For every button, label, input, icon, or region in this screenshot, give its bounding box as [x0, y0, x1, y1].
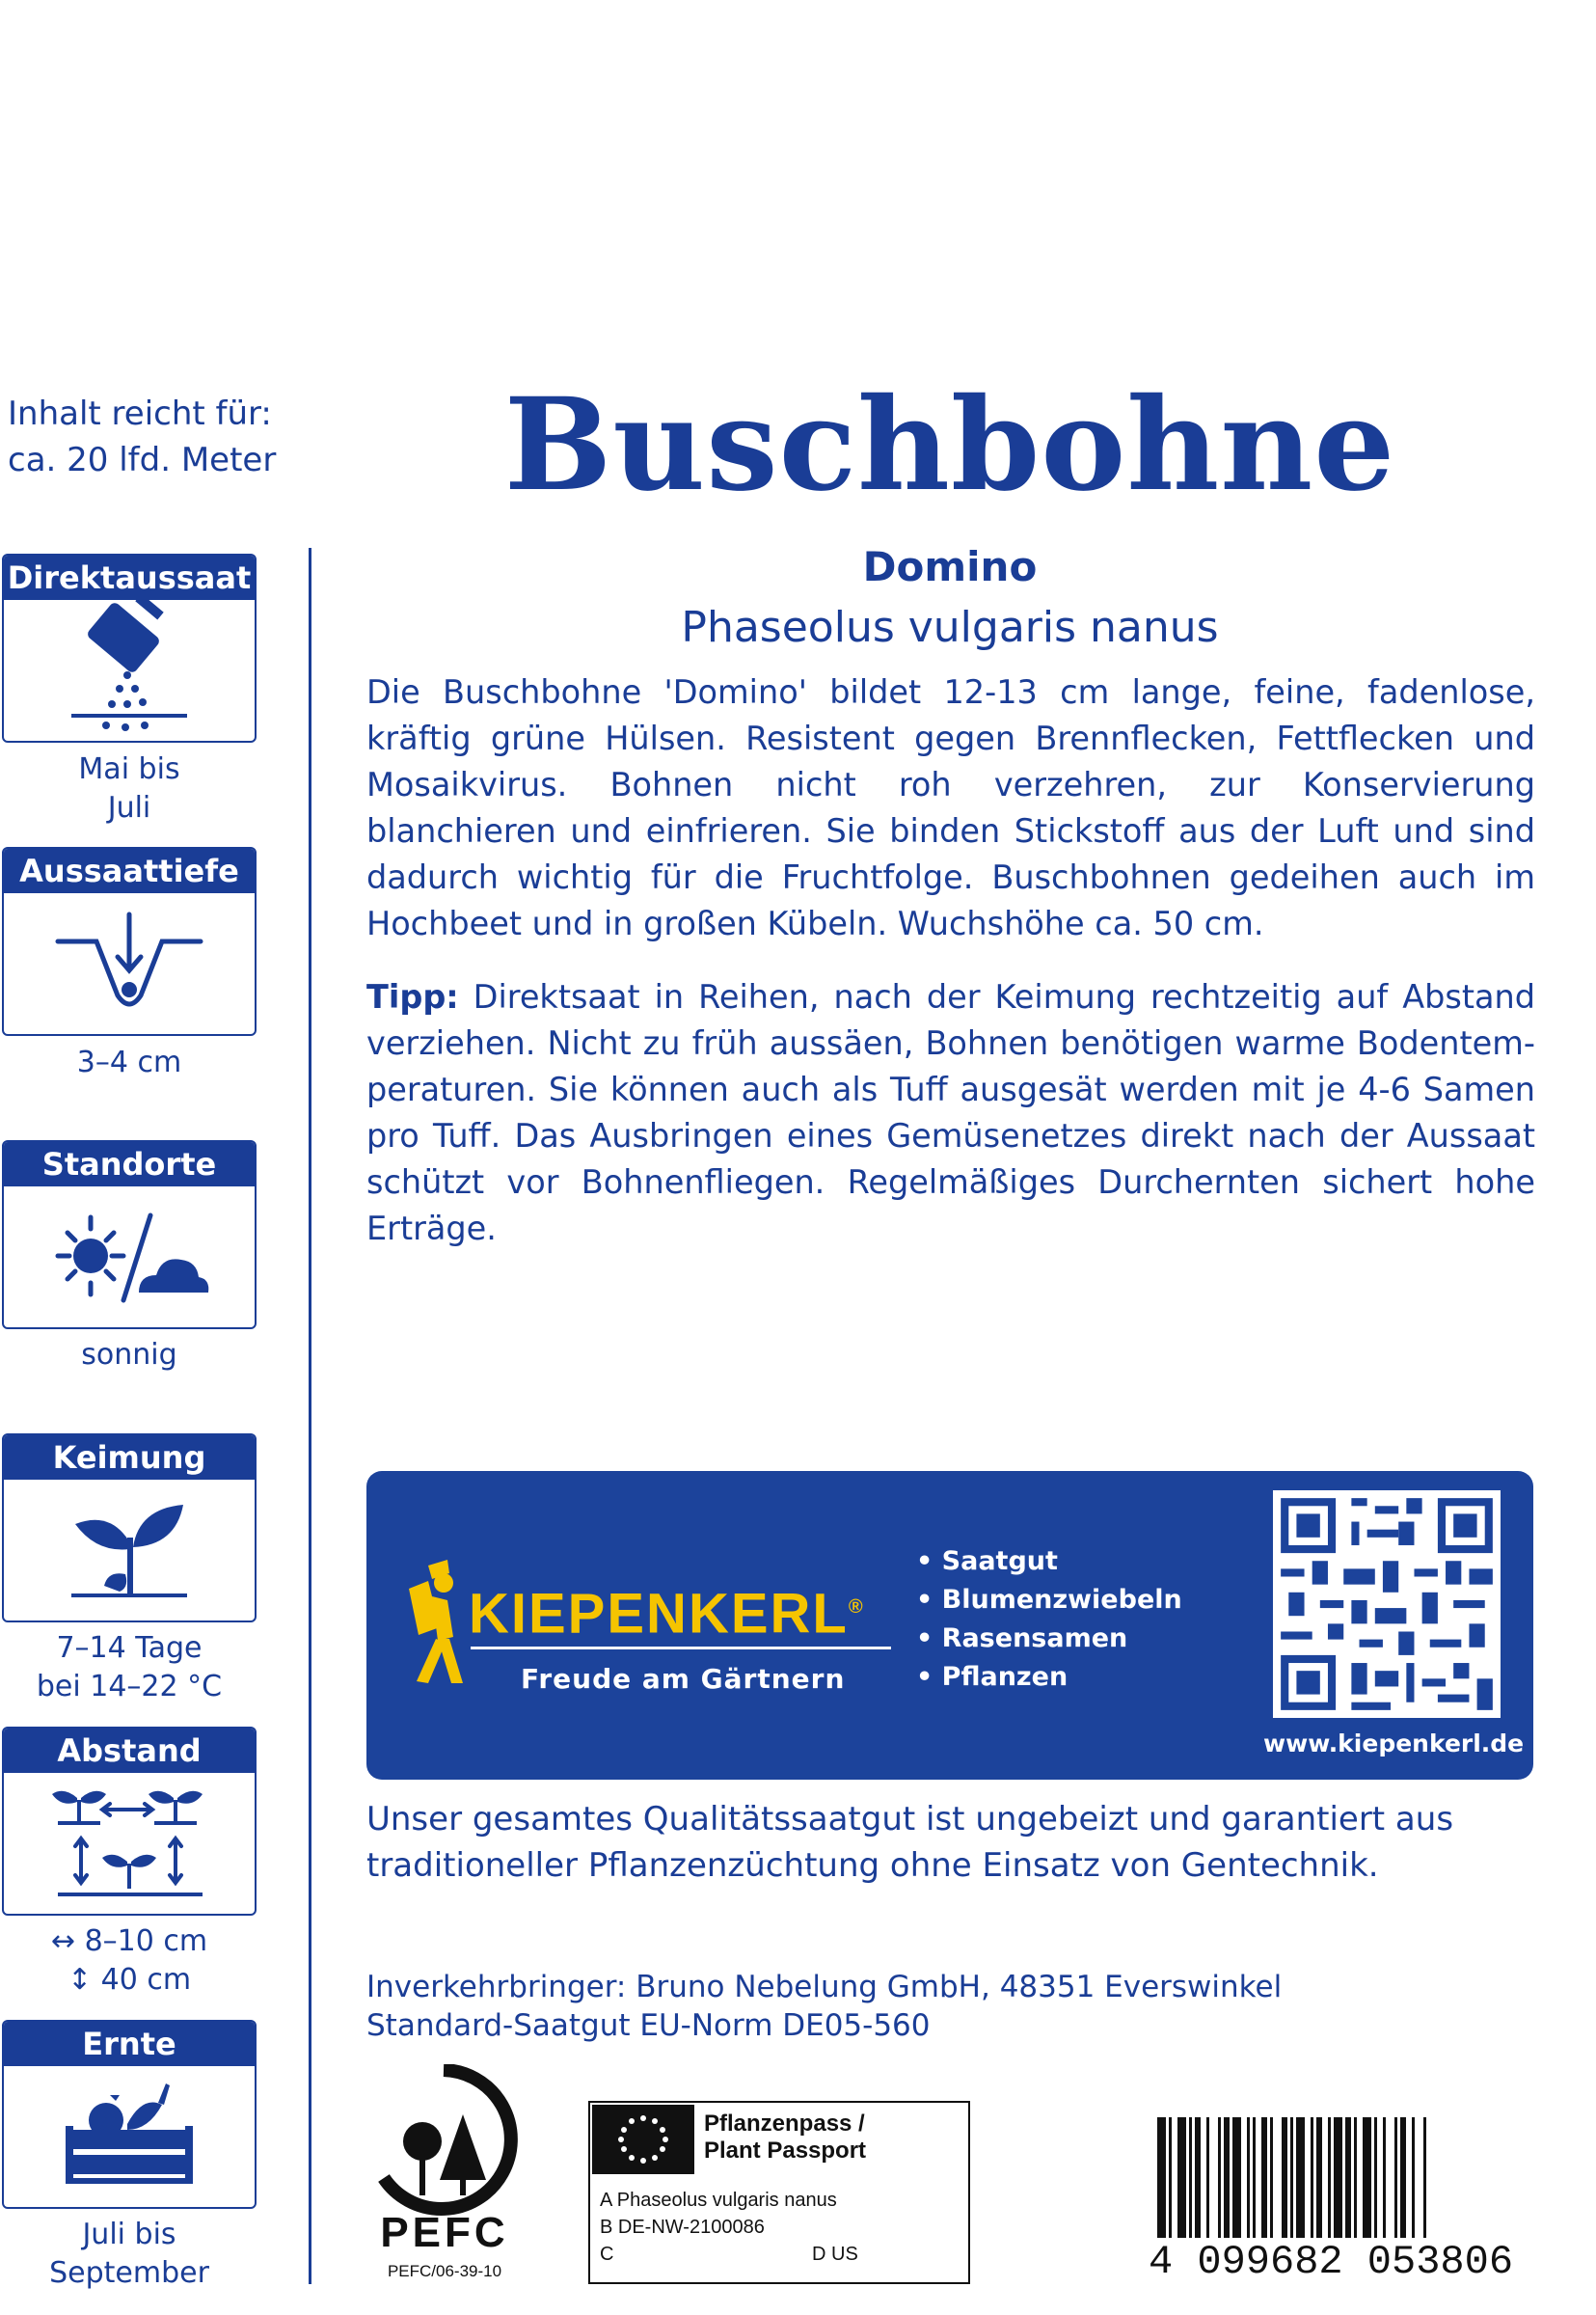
pefc-label: PEFC [380, 2209, 509, 2256]
passport-title: Pflanzenpass / Plant Passport [704, 2111, 867, 2164]
pefc-code: PEFC/06-39-10 [387, 2262, 502, 2280]
brand-banner [366, 1471, 1533, 1780]
card-harvest [2, 2020, 257, 2209]
brand-underline [471, 1647, 891, 1649]
standard-line: Standard-Saatgut EU-Norm DE05-560 [366, 2008, 931, 2043]
barcode-digits: 4 099682 053806 [1138, 2238, 1524, 2286]
card-title: Ernte [4, 2022, 255, 2066]
card-caption: Mai bis Juli [78, 752, 180, 825]
brand-name: KIEPENKERL® [469, 1582, 865, 1646]
category-item: • Pflanzen [916, 1662, 1069, 1692]
tip-label: Tipp: [366, 978, 459, 1016]
variety-name: Domino [862, 543, 1038, 590]
passport-field-c: C [600, 2244, 614, 2265]
card-caption: Juli bis September [49, 2218, 209, 2290]
brand-slogan: Freude am Gärtnern [521, 1663, 846, 1695]
card-direct-sowing [2, 554, 257, 743]
tip-body: Direktsaat in Reihen, nach der Keimung rechtzeitig auf Abstand verziehen. Nicht zu früh aussäen, Bohnen benötigen warme Bodentemperaturen. Sie können auch als Tuff ausgesät werden mit je 4-6 Samen pro Tuff. Das Ausbringen eines Gemüsenetzes direkt nach der Aussaat schützt vor Bohnenfliegen. Regelmäßiges Durchernten sichert hohe Erträge. [366, 978, 1535, 1247]
product-title: Buschbohne [503, 370, 1396, 520]
tip-text [366, 974, 1535, 1252]
card-sowing-depth [2, 847, 257, 1036]
description-text: Die Buschbohne 'Domino' bildet 12-13 cm lange, feine, fadenlose, kräftig grüne Hülsen. Resistent gegen Brennflecken, Fettflecken und Mosaikvirus. Bohnen nicht roh verzehren, zur Konservierung blanchieren und einfrieren. Sie binden Stickstoff aus der Luft und sind dadurch wichtig für die Fruchtfolge. Buschbohnen gedeihen auch im Hochbeet und in großen Kübeln. Wuchshöhe ca. 50 cm. [366, 673, 1535, 942]
sidebar-divider [309, 548, 311, 2284]
card-title: Abstand [4, 1729, 255, 1773]
seedling-icon [4, 1480, 255, 1620]
quality-claim: Unser gesamtes Qualitätssaatgut ist ungebeizt und garantiert aus traditioneller Pflanzenzüchtung ohne Einsatz von Gentechnik. [366, 1800, 1454, 1885]
content-info-line2: ca. 20 lfd. Meter [8, 441, 277, 479]
latin-name: Phaseolus vulgaris nanus [681, 603, 1219, 652]
eu-flag-icon [592, 2105, 694, 2174]
category-item: • Saatgut [916, 1546, 1058, 1576]
card-germination [2, 1433, 257, 1622]
brand-website-link[interactable]: www.kiepenkerl.de [1263, 1729, 1525, 1757]
pefc-logo-icon [366, 2064, 521, 2228]
sowing-depth-icon [4, 893, 255, 1034]
category-item: • Rasensamen [916, 1623, 1128, 1653]
card-title: Direktaussaat [4, 556, 255, 600]
content-info [8, 391, 276, 483]
spacing-icon [4, 1773, 255, 1914]
plant-passport [588, 2101, 970, 2284]
card-caption: sonnig [81, 1338, 177, 1372]
card-spacing [2, 1727, 257, 1916]
product-categories [916, 1542, 1182, 1697]
card-title: Standorte [4, 1142, 255, 1186]
seed-bag-icon [4, 600, 255, 741]
hiker-logo-icon [399, 1560, 467, 1685]
passport-field-a: A Phaseolus vulgaris nanus [600, 2190, 837, 2211]
card-location [2, 1140, 257, 1329]
qr-code-icon[interactable] [1273, 1490, 1501, 1718]
card-caption: 7–14 Tage bei 14–22 °C [36, 1631, 223, 1703]
sun-cloud-icon [4, 1186, 255, 1327]
card-caption: 3–4 cm [76, 1046, 182, 1079]
card-title: Keimung [4, 1435, 255, 1480]
harvest-crate-icon [4, 2066, 255, 2207]
category-item: • Blumenzwiebeln [916, 1585, 1182, 1615]
passport-field-d: D US [812, 2244, 858, 2265]
distributor-line: Inverkehrbringer: Bruno Nebelung GmbH, 48351 Everswinkel [366, 1970, 1283, 2004]
content-info-line1: Inhalt reicht für: [8, 395, 272, 433]
card-title: Aussaattiefe [4, 849, 255, 893]
card-caption: ↔ 8–10 cm ↕ 40 cm [50, 1924, 208, 1997]
passport-field-b: B DE-NW-2100086 [600, 2217, 765, 2238]
legal-info [366, 1968, 1535, 2045]
